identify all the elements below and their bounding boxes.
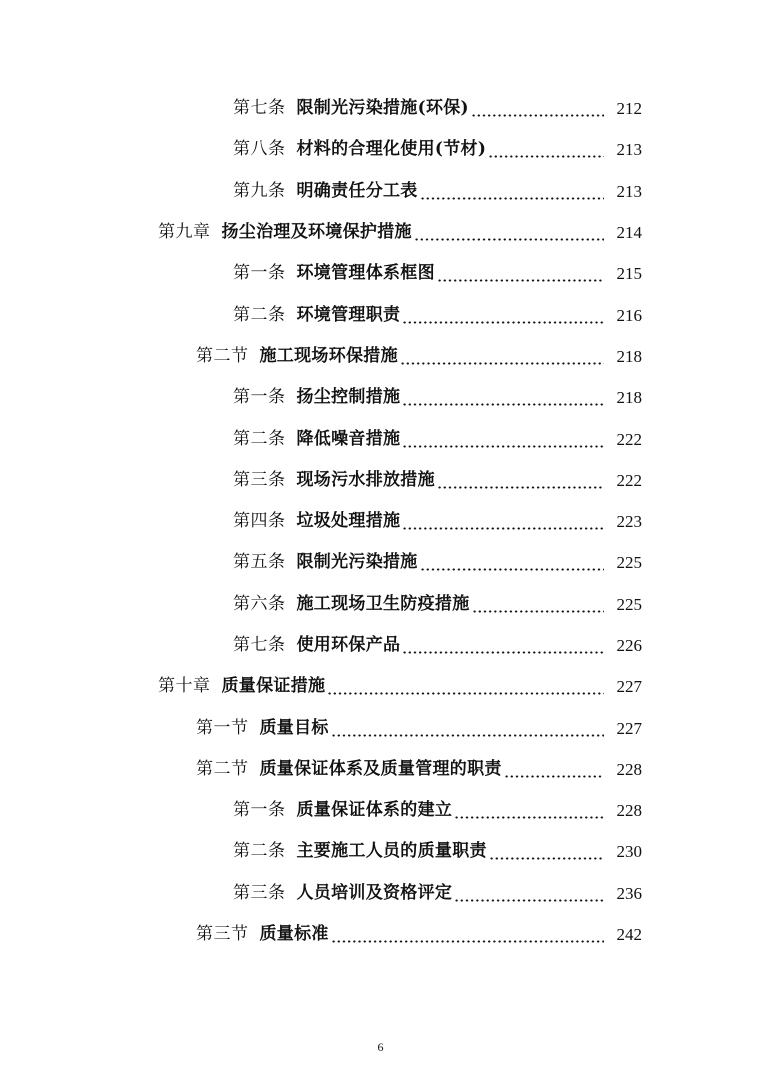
toc-entry-number: 第二条 bbox=[233, 841, 286, 862]
dot-leader bbox=[420, 183, 604, 200]
toc-entry[interactable] bbox=[0, 129, 761, 170]
toc-entry-title: 质量保证体系的建立 bbox=[296, 800, 453, 821]
dot-leader bbox=[331, 926, 604, 943]
toc-entry-number: 第十章 bbox=[158, 676, 211, 697]
dot-leader bbox=[488, 141, 604, 158]
toc-entry-title: 垃圾处理措施 bbox=[296, 511, 401, 532]
toc-entry[interactable] bbox=[0, 542, 761, 583]
toc-entry-title: 质量保证体系及质量管理的职责 bbox=[259, 758, 502, 779]
dot-leader bbox=[400, 348, 604, 365]
toc-entry-page: 227 bbox=[616, 718, 642, 738]
toc-entry-title: 明确责任分工表 bbox=[296, 180, 418, 201]
toc-entry-page: 236 bbox=[616, 883, 642, 903]
toc-entry-title: 降低噪音措施 bbox=[296, 428, 401, 449]
toc-entry-page: 223 bbox=[616, 512, 642, 532]
toc-entry-section[interactable] bbox=[0, 336, 761, 377]
dot-leader bbox=[504, 761, 604, 778]
dot-leader bbox=[414, 224, 604, 241]
toc-entry-number: 第一条 bbox=[233, 387, 286, 408]
toc-entry-page: 216 bbox=[616, 305, 642, 325]
toc-entry[interactable] bbox=[0, 501, 761, 542]
toc-entry-chapter[interactable] bbox=[0, 666, 761, 707]
dot-leader bbox=[471, 100, 604, 117]
toc-entry-title: 施工现场环保措施 bbox=[259, 345, 398, 366]
dot-leader bbox=[437, 265, 604, 282]
toc-entry-title: 人员培训及资格评定 bbox=[296, 882, 453, 903]
toc-entry-title: 扬尘控制措施 bbox=[296, 387, 401, 408]
toc-entry-number: 第一条 bbox=[233, 263, 286, 284]
toc-entry-title: 质量保证措施 bbox=[221, 676, 326, 697]
toc-entry-number: 第三条 bbox=[233, 469, 286, 490]
dot-leader bbox=[437, 472, 604, 489]
dot-leader bbox=[402, 637, 604, 654]
toc-entry-page: 242 bbox=[616, 925, 642, 945]
toc-entry-section[interactable] bbox=[0, 707, 761, 748]
toc-entry[interactable] bbox=[0, 625, 761, 666]
toc-entry-section[interactable] bbox=[0, 914, 761, 955]
toc-entry[interactable] bbox=[0, 294, 761, 335]
dot-leader bbox=[420, 554, 604, 571]
toc-entry-page: 228 bbox=[616, 801, 642, 821]
toc-entry-number: 第九章 bbox=[158, 222, 211, 243]
toc-entry[interactable] bbox=[0, 418, 761, 459]
toc-entry-chapter[interactable] bbox=[0, 212, 761, 253]
toc-entry[interactable] bbox=[0, 253, 761, 294]
toc-entry[interactable] bbox=[0, 377, 761, 418]
dot-leader bbox=[402, 513, 604, 530]
toc-entry-number: 第二条 bbox=[233, 304, 286, 325]
toc-entry-page: 226 bbox=[616, 636, 642, 655]
dot-leader bbox=[454, 802, 604, 819]
toc-entry-page: 218 bbox=[616, 346, 642, 366]
toc-entry[interactable] bbox=[0, 873, 761, 914]
toc-entry-number: 第六条 bbox=[233, 593, 286, 614]
toc-entry-title: 质量标准 bbox=[259, 924, 329, 945]
toc-entry-title: 现场污水排放措施 bbox=[296, 469, 435, 490]
toc-entry-number: 第一条 bbox=[233, 800, 286, 821]
toc-entry-page: 212 bbox=[616, 99, 642, 119]
toc-entry-page: 225 bbox=[616, 553, 642, 573]
page-number: 6 bbox=[377, 1040, 384, 1054]
toc-entry-number: 第一节 bbox=[196, 717, 249, 738]
toc-entry-page: 213 bbox=[616, 181, 642, 201]
dot-leader bbox=[331, 720, 604, 737]
toc-entry-title: 材料的合理化使用(节材) bbox=[296, 139, 487, 160]
toc-entry-page: 227 bbox=[616, 677, 642, 697]
table-of-contents bbox=[0, 88, 761, 955]
toc-entry[interactable] bbox=[0, 584, 761, 625]
toc-entry-number: 第七条 bbox=[233, 98, 286, 119]
toc-entry-page: 215 bbox=[616, 264, 642, 284]
toc-entry-number: 第二节 bbox=[196, 758, 249, 779]
toc-entry-page: 230 bbox=[616, 842, 642, 862]
toc-entry-section[interactable] bbox=[0, 749, 761, 790]
toc-entry-number: 第九条 bbox=[233, 180, 286, 201]
toc-entry-number: 第二节 bbox=[196, 345, 249, 366]
toc-entry-title: 限制光污染措施(环保) bbox=[296, 98, 469, 119]
toc-entry[interactable] bbox=[0, 831, 761, 872]
toc-entry-page: 222 bbox=[616, 429, 642, 449]
toc-entry[interactable] bbox=[0, 460, 761, 501]
dot-leader bbox=[327, 678, 604, 695]
dot-leader bbox=[402, 307, 604, 324]
dot-leader bbox=[454, 885, 604, 902]
toc-entry-page: 213 bbox=[616, 140, 642, 160]
toc-entry-number: 第三条 bbox=[233, 882, 286, 903]
toc-entry-number: 第五条 bbox=[233, 552, 286, 573]
toc-entry-title: 施工现场卫生防疫措施 bbox=[296, 593, 470, 614]
toc-entry-page: 228 bbox=[616, 759, 642, 779]
toc-entry-number: 第四条 bbox=[233, 511, 286, 532]
toc-entry-page: 222 bbox=[616, 470, 642, 490]
toc-entry-number: 第三节 bbox=[196, 924, 249, 945]
dot-leader bbox=[489, 843, 604, 860]
toc-entry-page: 214 bbox=[616, 223, 642, 243]
toc-entry-page: 225 bbox=[616, 594, 642, 614]
toc-entry-title: 主要施工人员的质量职责 bbox=[296, 841, 487, 862]
toc-entry-number: 第二条 bbox=[233, 428, 286, 449]
toc-entry-number: 第七条 bbox=[233, 635, 286, 655]
toc-entry-title: 环境管理职责 bbox=[296, 304, 401, 325]
dot-leader bbox=[402, 389, 604, 406]
dot-leader bbox=[472, 596, 605, 613]
toc-entry-title: 质量目标 bbox=[259, 717, 329, 738]
toc-entry-number: 第八条 bbox=[233, 139, 286, 160]
toc-entry[interactable] bbox=[0, 88, 761, 129]
toc-entry[interactable] bbox=[0, 790, 761, 831]
dot-leader bbox=[402, 431, 604, 448]
toc-entry-page: 218 bbox=[616, 388, 642, 408]
toc-entry-title: 限制光污染措施 bbox=[296, 552, 418, 573]
toc-entry-title: 环境管理体系框图 bbox=[296, 263, 435, 284]
toc-entry[interactable] bbox=[0, 171, 761, 212]
toc-entry-title: 扬尘治理及环境保护措施 bbox=[221, 222, 412, 243]
toc-entry-title: 使用环保产品 bbox=[296, 635, 401, 655]
